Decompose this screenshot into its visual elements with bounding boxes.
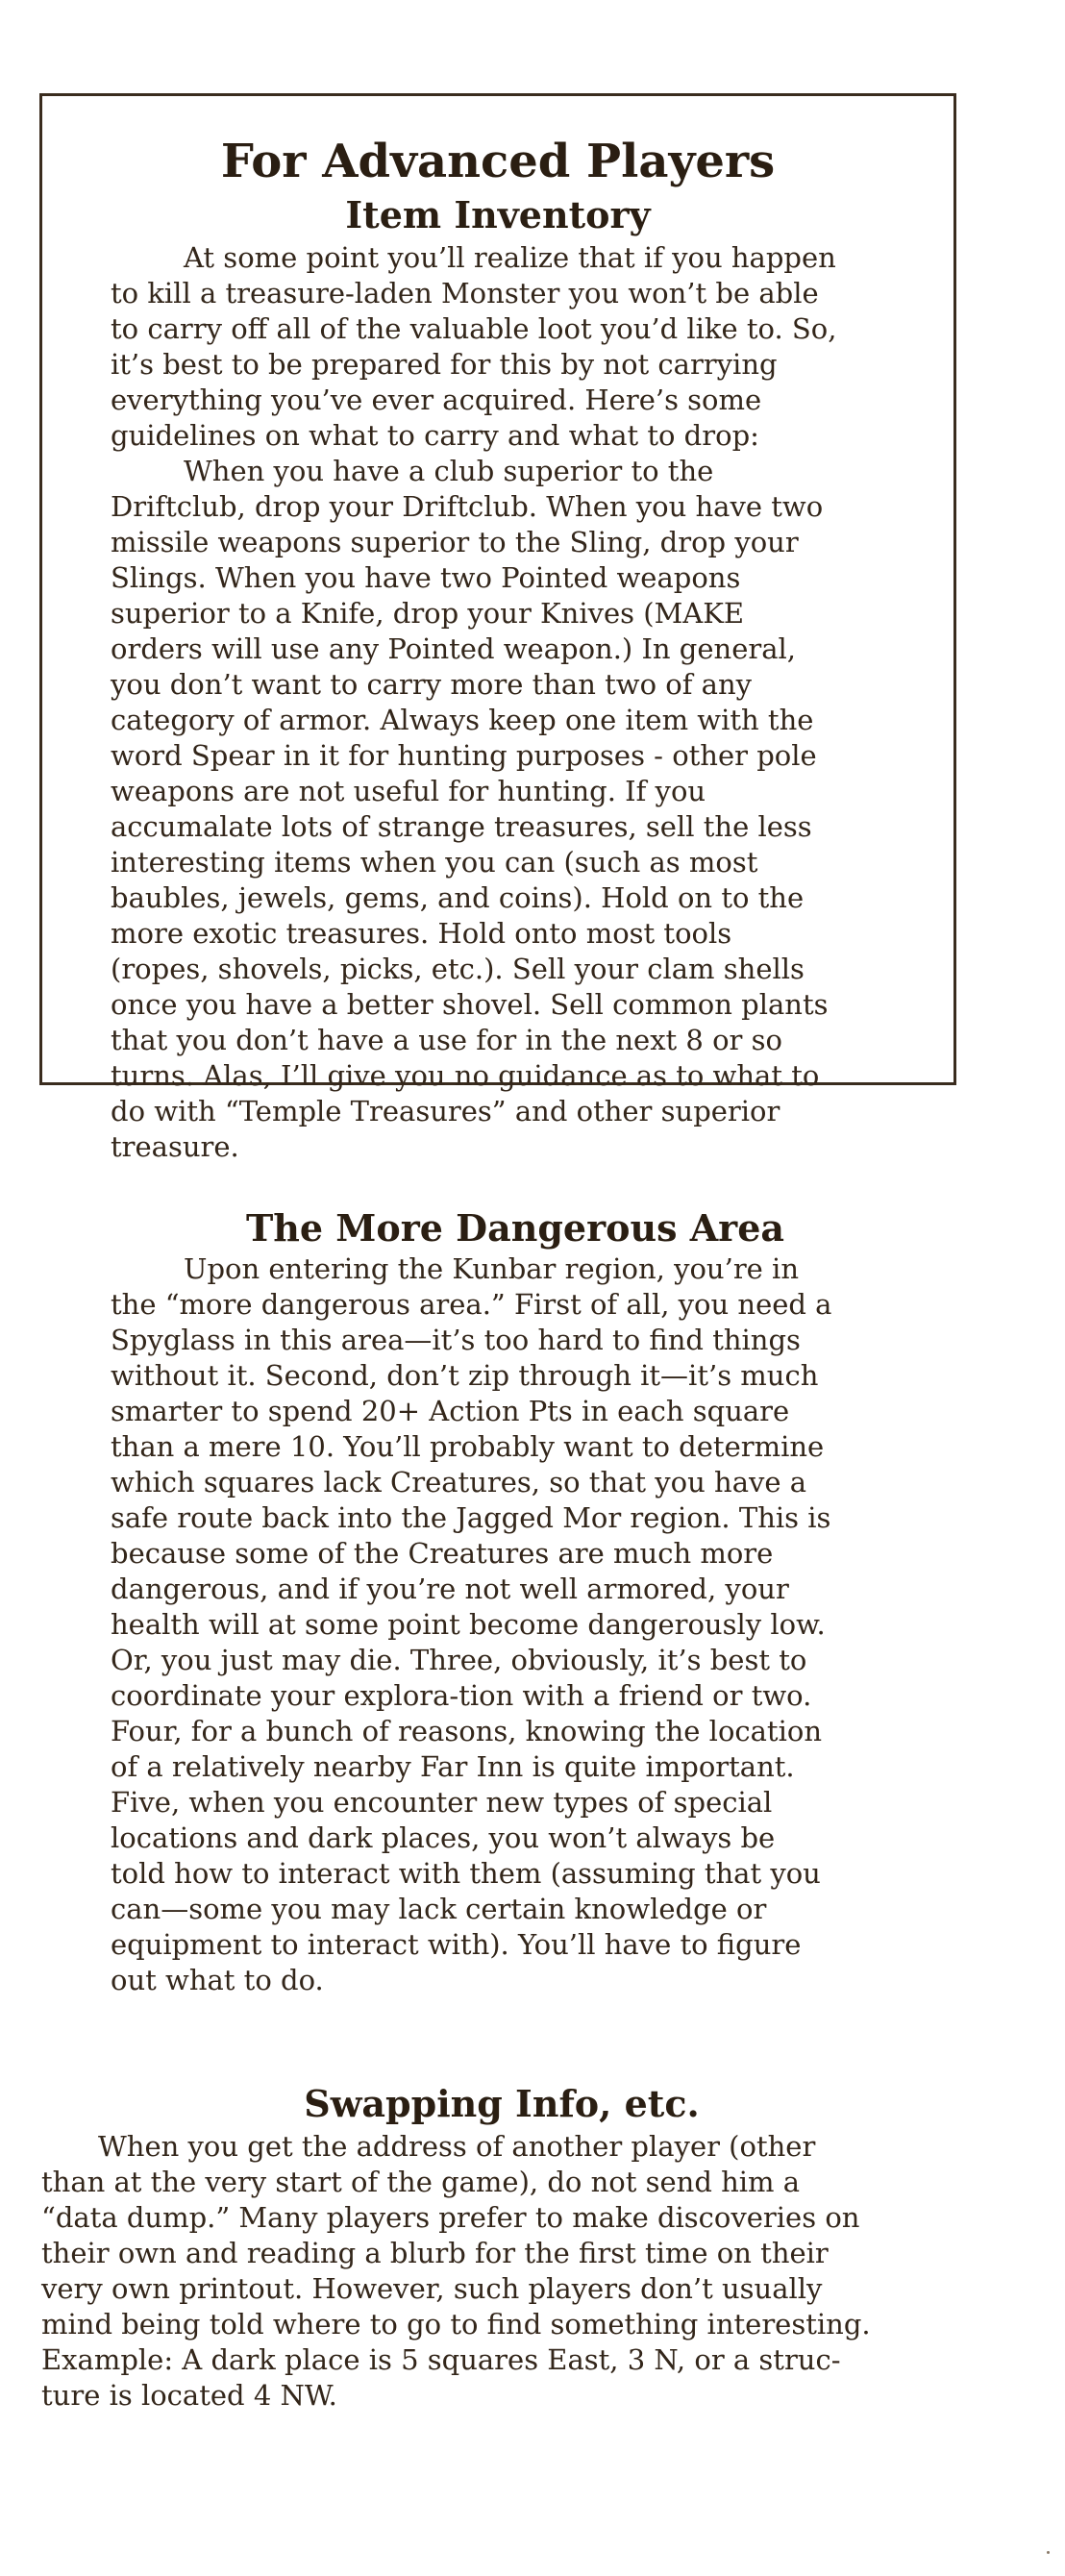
body-line: Upon entering the Kunbar region, you’re in <box>184 1252 800 1285</box>
body-line: guidelines on what to carry and what to drop: <box>111 419 759 452</box>
body-line: that you don’t have a use for in the next 8 or so <box>111 1024 782 1056</box>
body-line: more exotic treasures. Hold onto most tools <box>111 917 732 950</box>
page-title: For Advanced Players <box>220 135 776 188</box>
body-line: “data dump.” Many players prefer to make discoveries on <box>41 2201 860 2234</box>
body-line: which squares lack Creatures, so that you have a <box>111 1466 807 1499</box>
body-line: told how to interact with them (assuming that you <box>111 1857 821 1890</box>
item-inventory-heading: Item Inventory <box>345 193 651 236</box>
body-line: dangerous, and if you’re not well armored, your <box>111 1573 789 1605</box>
body-line: Four, for a bunch of reasons, knowing the location <box>111 1715 822 1747</box>
body-line: Spyglass in this area—it’s too hard to find things <box>111 1324 801 1356</box>
body-line: baubles, jewels, gems, and coins). Hold on to the <box>111 881 805 914</box>
swapping-info-body <box>41 2129 871 2414</box>
page-speck <box>1047 2551 1050 2554</box>
body-line: everything you’ve ever acquired. Here’s some <box>111 384 762 416</box>
body-line: do with “Temple Treasures” and other superior <box>111 1095 780 1127</box>
body-line: At some point you’ll realize that if you happen <box>184 241 836 274</box>
body-line: health will at some point become dangerously low. <box>111 1608 826 1641</box>
body-line: orders will use any Pointed weapon.) In general, <box>111 632 797 665</box>
body-line: than at the very start of the game), do not send him a <box>41 2166 801 2198</box>
body-line: Five, when you encounter new types of special <box>111 1786 773 1819</box>
swapping-info-heading: Swapping Info, etc. <box>304 2082 700 2125</box>
body-line: Example: A dark place is 5 squares East, 3 N, or a struc- <box>41 2343 841 2376</box>
body-line: to carry off all of the valuable loot you’d like to. So, <box>111 312 837 345</box>
body-line: Slings. When you have two Pointed weapons <box>111 561 741 594</box>
body-line: can—some you may lack certain knowledge or <box>111 1893 767 1925</box>
body-line: mind being told where to go to find something interesting. <box>41 2308 871 2341</box>
body-line: When you get the address of another player (other <box>98 2130 816 2163</box>
body-line: Or, you just may die. Three, obviously, it’s best to <box>111 1644 807 1676</box>
body-line: out what to do. <box>111 1964 324 1996</box>
body-line: (ropes, shovels, picks, etc.). Sell your clam shells <box>111 953 805 985</box>
body-line: because some of the Creatures are much more <box>111 1537 774 1570</box>
body-line: than a mere 10. You’ll probably want to determine <box>111 1430 825 1463</box>
body-line: you don’t want to carry more than two of any <box>111 668 753 701</box>
body-line: it’s best to be prepared for this by not carrying <box>111 348 778 381</box>
body-line: of a relatively nearby Far Inn is quite important. <box>111 1750 795 1783</box>
body-line: ture is located 4 NW. <box>41 2379 337 2412</box>
body-line: very own printout. However, such players don’t usually <box>41 2272 823 2305</box>
body-line: coordinate your explora-tion with a friend or two. <box>111 1679 812 1712</box>
body-line: word Spear in it for hunting purposes - other pole <box>111 739 817 772</box>
body-line: weapons are not useful for hunting. If you <box>111 775 706 807</box>
body-line: equipment to interact with). You’ll have to figure <box>111 1928 802 1961</box>
body-line: without it. Second, don’t zip through it—it’s much <box>111 1359 819 1392</box>
body-line: accumalate lots of strange treasures, sell the less <box>111 810 812 843</box>
body-line: category of armor. Always keep one item with the <box>111 704 814 736</box>
body-line: superior to a Knife, drop your Knives (MAKE <box>111 597 745 630</box>
body-line: When you have a club superior to the <box>184 455 714 487</box>
body-line: the “more dangerous area.” First of all, you need a <box>111 1288 832 1321</box>
dangerous-area-heading: The More Dangerous Area <box>245 1206 785 1250</box>
body-line: interesting items when you can (such as most <box>111 846 758 879</box>
item-inventory-body <box>111 240 836 1165</box>
body-line: locations and dark places, you won’t always be <box>111 1821 776 1854</box>
body-line: smarter to spend 20+ Action Pts in each square <box>111 1395 790 1427</box>
body-line: missile weapons superior to the Sling, drop your <box>111 526 799 558</box>
body-line: turns. Alas, I’ll give you no guidance as to what to <box>111 1059 820 1092</box>
body-line: to kill a treasure-laden Monster you won’t be able <box>111 277 819 310</box>
dangerous-area-body <box>111 1251 831 1998</box>
body-line: their own and reading a blurb for the first time on their <box>41 2237 829 2269</box>
body-line: Driftclub, drop your Driftclub. When you have two <box>111 490 824 523</box>
body-line: safe route back into the Jagged Mor region. This is <box>111 1501 831 1534</box>
body-line: once you have a better shovel. Sell common plants <box>111 988 829 1021</box>
body-line: treasure. <box>111 1130 239 1163</box>
